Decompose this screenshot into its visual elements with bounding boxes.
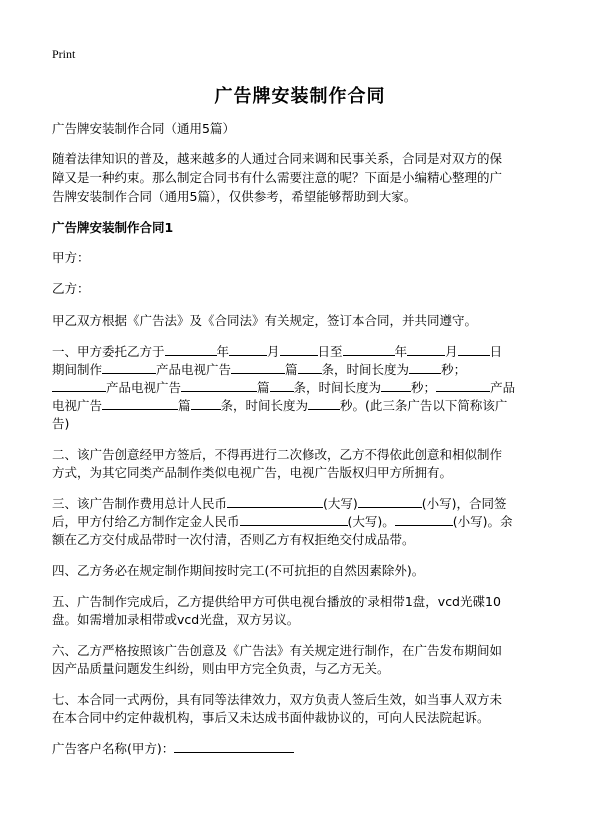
blank-field	[409, 361, 441, 374]
customer-name-line	[52, 740, 294, 758]
intro-line: 障又是一种约束。那么制定合同书有什么需要注意的呢？下面是小编精心整理的广	[52, 170, 503, 185]
customer-name-label: 广告客户名称(甲方)：	[52, 741, 175, 756]
clause4-line: 四、乙方务必在规定制作期间按时完工(不可抗拒的自然因素除外)。	[52, 563, 425, 578]
blank-field	[165, 343, 217, 356]
clause3-line: 后，甲方付给乙方制作定金人民币 (大写)。 (小写)。余	[52, 514, 513, 529]
agreement-text: 甲乙双方根据《广告法》及《合同法》有关规定，签订本合同，并共同遵守。	[52, 313, 478, 328]
blank-field	[280, 343, 318, 356]
blank-field	[407, 343, 445, 356]
blank-field	[298, 361, 322, 374]
clause2-line: 二、该广告创意经甲方签后，不得再进行二次修改，乙方不得依此创意和相似制作	[52, 447, 503, 462]
blank-field	[231, 361, 285, 374]
clause2-line: 方式，为其它同类产品制作类似电视广告，电视广告版权归甲方所拥有。	[52, 465, 453, 480]
clause5-line: 盘。如需增加录相带或vcd光盘，双方另议。	[52, 612, 300, 627]
blank-field	[436, 379, 490, 392]
section-heading: 广告牌安装制作合同1	[52, 220, 174, 235]
clause3-line: 额在乙方交付成品带时一次付清，否则乙方有权拒绝交付成品带。	[52, 532, 415, 547]
party-a-label: 甲方：	[52, 250, 90, 265]
blank-field	[358, 495, 422, 508]
blank-field	[458, 343, 490, 356]
clause7-line: 在本合同中约定仲裁机构，事后又未达成书面仲裁协议的，可向人民法院起诉。	[52, 710, 490, 725]
blank-field	[102, 361, 156, 374]
clause1-line: 产品电视广告 篇 条，时间长度为 秒； 产品	[52, 379, 515, 397]
blank-field	[227, 495, 323, 508]
clause1-line: 期间制作 产品电视广告 篇 条，时间长度为 秒；	[52, 362, 467, 377]
print-link[interactable]: Print	[52, 47, 76, 61]
customer-name-blank	[174, 740, 294, 753]
clause6-line: 六、乙方严格按照该广告创意及《广告法》有关规定进行制作，在广告发布期间如	[52, 643, 503, 658]
blank-field	[308, 397, 340, 410]
intro-line: 告牌安装制作合同（通用5篇），仅供参考，希望能够帮助到大家。	[52, 189, 417, 204]
blank-field	[181, 379, 257, 392]
blank-field	[395, 513, 453, 526]
blank-field	[52, 379, 106, 392]
clause5-line: 五、广告制作完成后，乙方提供给甲方可供电视台播放的‵录相带1盘，vcd光碟10	[52, 594, 501, 609]
clause1-line: 一、甲方委托乙方于 年 月 日至 年 月 日	[52, 344, 503, 359]
blank-field	[381, 379, 411, 392]
clause3-line: 三、该广告制作费用总计人民币 (大写) (小写)，合同签	[52, 496, 507, 511]
blank-field	[240, 513, 348, 526]
party-b-label: 乙方：	[52, 281, 90, 296]
intro-line: 随着法律知识的普及，越来越多的人通过合同来调和民事关系，合同是对双方的保	[52, 151, 503, 166]
clause7-line: 七、本合同一式两份，具有同等法律效力，双方负责人签后生效，如当事人双方未	[52, 692, 503, 707]
document-subtitle: 广告牌安装制作合同（通用5篇）	[52, 121, 235, 136]
blank-field	[229, 343, 267, 356]
document-title: 广告牌安装制作合同	[214, 86, 386, 107]
blank-field	[191, 397, 221, 410]
blank-field	[343, 343, 395, 356]
blank-field	[102, 397, 178, 410]
blank-field	[270, 379, 294, 392]
clause6-line: 因产品质量问题发生纠纷，则由甲方完全负责，与乙方无关。	[52, 661, 390, 676]
clause1-line: 电视广告 篇 条，时间长度为 秒。(此三条广告以下简称该广	[52, 398, 508, 413]
clause1-line: 告)	[52, 416, 70, 431]
